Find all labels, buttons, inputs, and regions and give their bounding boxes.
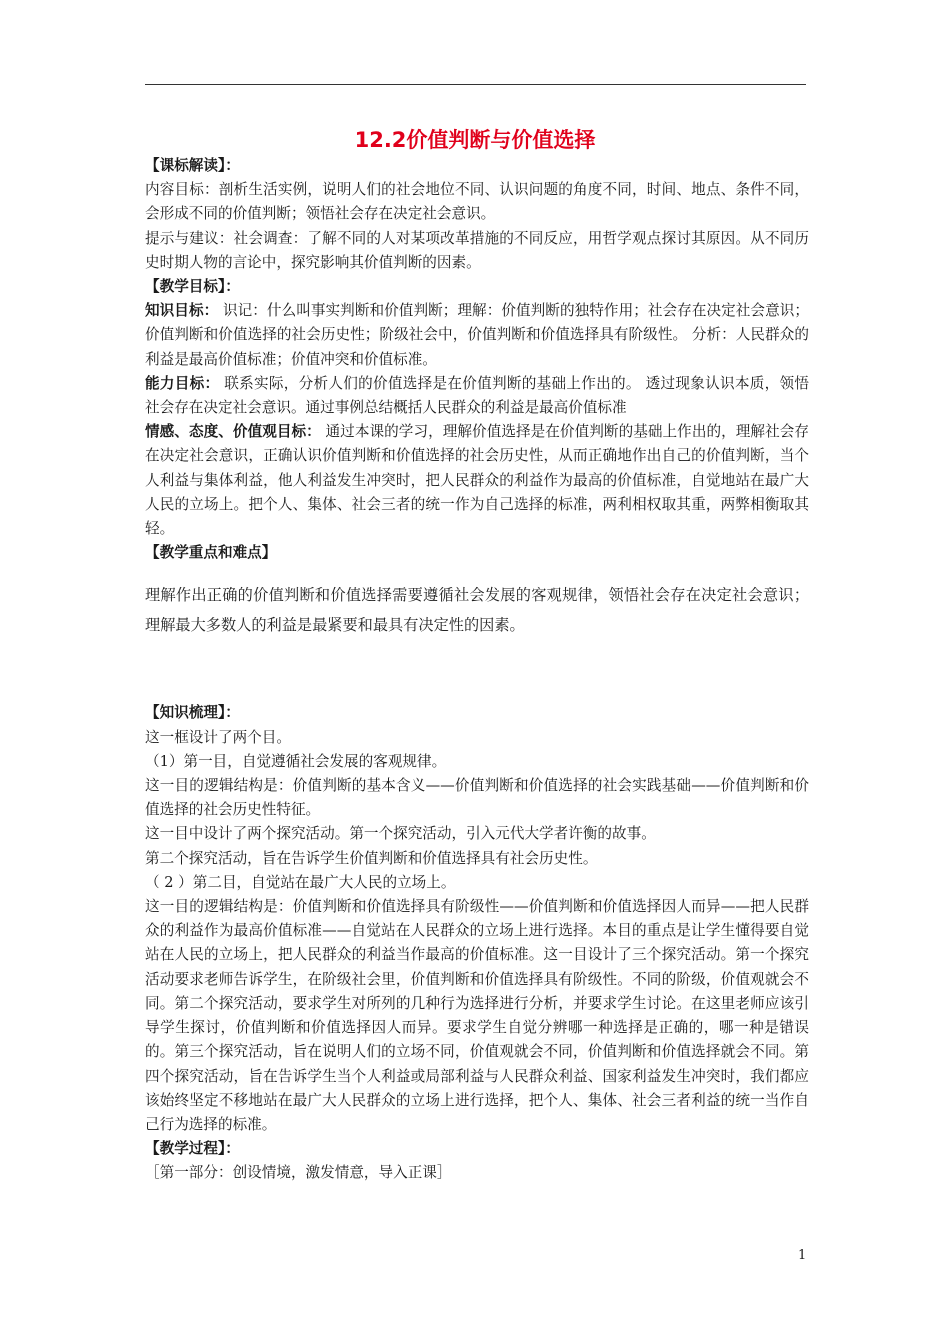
knowledge-line: （1）第一目，自觉遵循社会发展的客观规律。: [145, 752, 447, 770]
document-body: [145, 154, 809, 1186]
knowledge-line: 这一目中设计了两个探究活动。第一个探究活动，引入元代大学者许衡的故事。: [145, 825, 656, 843]
section-heading-process: 【教学过程】：: [145, 1140, 240, 1158]
section-heading-goals: 【教学目标】：: [145, 278, 240, 296]
emotion-goal-text: 通过本课的学习，理解价值选择是在价值判断的基础上作出的，理解社会存在决定社会意识，正确认识价值判断和价值选择的社会历史性，从而正确地作出自己的价值判断，当个人利益与集体利益，他人利益发生冲突时，把人民群众的利益作为最高的价值标准，自觉地站在最广大人民的立场上。把个人、集体、社会三者的统一作为自己选择的标准，两利相权取其重，两弊相衡取其轻。: [145, 423, 809, 538]
knowledge-goal-paragraph: [145, 299, 809, 372]
content-goal-paragraph: 内容目标：剖析生活实例，说明人们的社会地位不同、认识问题的角度不同，时间、地点、条件不同，会形成不同的价值判断；领悟社会存在决定社会意识。: [145, 181, 809, 223]
ability-goal-paragraph: [145, 372, 809, 420]
emotion-goal-label: 情感、态度、价值观目标：: [145, 423, 321, 441]
knowledge-goal-label: 知识目标：: [145, 302, 219, 320]
knowledge-line: 这一目的逻辑结构是：价值判断的基本含义——价值判断和价值选择的社会实践基础——价值判断和价值选择的社会历史性特征。: [145, 777, 809, 819]
header-rule: [145, 84, 806, 85]
knowledge-line: （ 2 ）第二目，自觉站在最广大人民的立场上。: [145, 873, 456, 891]
knowledge-line: 第二个探究活动，旨在告诉学生价值判断和价值选择具有社会历史性。: [145, 849, 598, 867]
emotion-goal-paragraph: [145, 420, 809, 541]
section-heading-knowledge: 【知识梳理】：: [145, 704, 240, 722]
suggestion-paragraph: 提示与建议：社会调查：了解不同的人对某项改革措施的不同反应，用哲学观点探讨其原因。从不同历史时期人物的言论中，探究影响其价值判断的因素。: [145, 229, 809, 271]
ability-goal-text: 联系实际，分析人们的价值选择是在价值判断的基础上作出的。 透过现象认识本质，领悟社会存在决定社会意识。通过事例总结概括人民群众的利益是最高价值标准: [145, 374, 809, 417]
process-first-part: ［第一部分：创设情境，激发情意，导入正课］: [145, 1164, 452, 1182]
section-heading-curriculum: 【课标解读】：: [145, 157, 240, 174]
knowledge-goal-text: 识记：什么叫事实判断和价值判断；理解：价值判断的独特作用；社会存在决定社会意识；价值判断和价值选择的社会历史性；阶级社会中，价值判断和价值选择具有阶级性。 分析：人民群众的利益是最高价值标准；价值冲突和价值标准。: [145, 302, 809, 368]
keypoints-paragraph: 理解作出正确的价值判断和价值选择需要遵循社会发展的客观规律，领悟社会存在决定社会意识；理解最大多数人的利益是最紧要和最具有决定性的因素。: [145, 587, 809, 635]
document-title: 12.2价值判断与价值选择: [354, 128, 596, 152]
knowledge-line: 这一框设计了两个目。: [145, 728, 291, 746]
section-heading-keypoints: 【教学重点和难点】: [145, 544, 277, 562]
ability-goal-label: 能力目标：: [145, 374, 220, 392]
knowledge-line: 这一目的逻辑结构是：价值判断和价值选择具有阶级性——价值判断和价值选择因人而异——把人民群众的利益作为最高价值标准——自觉站在人民群众的立场上进行选择。本目的重点是让学生懂得要自觉站在人民的立场上，把人民群众的利益当作最高的价值标准。这一目设计了三个探究活动。第一个探究活动要求老师告诉学生，在阶级社会里，价值判断和价值选择具有阶级性。不同的阶级，价值观就会不同。第二个探究活动，要求学生对所列的几种行为选择进行分析，并要求学生讨论。在这里老师应该引导学生探讨，价值判断和价值选择因人而异。要求学生自觉分辨哪一种选择是正确的，哪一种是错误的。第三个探究活动，旨在说明人们的立场不同，价值观就会不同，价值判断和价值选择就会不同。第四个探究活动，旨在告诉学生当个人利益或局部利益与人民群众利益、国家利益发生冲突时，我们都应该始终坚定不移地站在最广大人民群众的立场上进行选择，把个人、集体、社会三者利益的统一当作自己行为选择的标准。: [145, 898, 809, 1133]
